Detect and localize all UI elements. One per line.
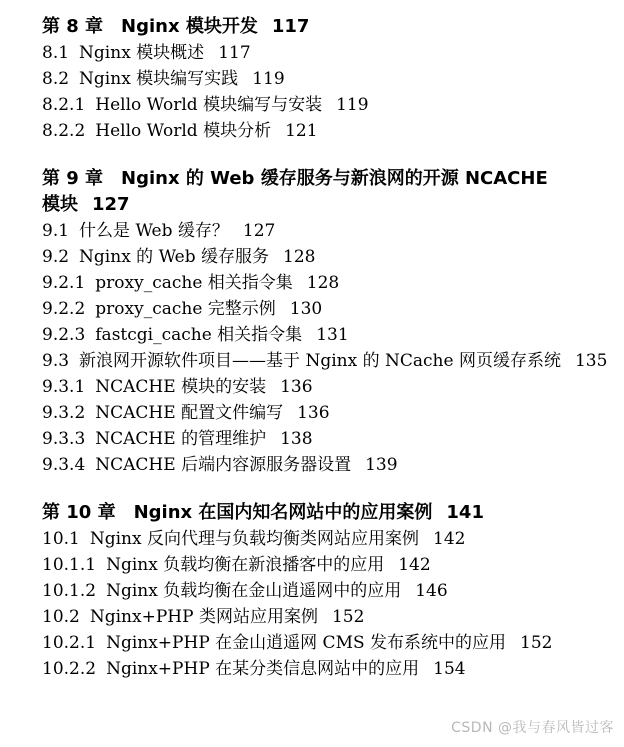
section-number: 9.3 [42, 351, 70, 371]
csdn-watermark: CSDN @我与春风皆过客 [451, 720, 614, 736]
toc-entry [42, 296, 612, 322]
toc-entry [42, 40, 612, 66]
section-number: 9.3.2 [42, 403, 86, 423]
chapter-page-number: 117 [271, 16, 310, 37]
section-title: NCACHE 配置文件编写 [95, 403, 284, 423]
page-number: 128 [283, 247, 316, 267]
section-title: Nginx+PHP 在某分类信息网站中的应用 [106, 659, 420, 679]
section-title: NCACHE 的管理维护 [95, 429, 267, 449]
section-title: fastcgi_cache 相关指令集 [95, 325, 303, 345]
section-title: Nginx 负载均衡在新浪播客中的应用 [106, 555, 385, 575]
section-number: 9.3.1 [42, 377, 86, 397]
page-number: 119 [252, 69, 285, 89]
toc-entry [42, 604, 612, 630]
toc-entry [42, 348, 612, 374]
section-title: Nginx 负载均衡在金山逍遥网中的应用 [106, 581, 402, 601]
section-title: 新浪网开源软件项目——基于 Nginx 的 NCache 网页缓存系统 [79, 351, 561, 371]
section-number: 9.3.4 [42, 455, 86, 475]
section-number: 9.2.3 [42, 325, 86, 345]
chapter-title: 第 8 章 Nginx 模块开发 [42, 16, 258, 37]
toc-entry [42, 244, 612, 270]
section-number: 8.2 [42, 69, 70, 89]
section-title: NCACHE 模块的安装 [95, 377, 267, 397]
page-number: 119 [336, 95, 369, 115]
page-number: 136 [297, 403, 330, 423]
toc-entry [42, 322, 612, 348]
section-number: 9.3.3 [42, 429, 86, 449]
section-number: 9.2.2 [42, 299, 86, 319]
section-number: 10.1.2 [42, 581, 97, 601]
toc-entry [42, 656, 612, 682]
section-title: Nginx 模块编写实践 [79, 69, 239, 89]
section-number: 10.2.2 [42, 659, 97, 679]
section-title: Nginx+PHP 类网站应用案例 [89, 607, 318, 627]
toc-entry [42, 118, 612, 144]
page-number: 130 [289, 299, 323, 319]
toc-entry [42, 552, 612, 578]
chapter-heading [42, 14, 612, 40]
chapter-page-number: 141 [446, 502, 484, 523]
section-number: 8.2.1 [42, 95, 86, 115]
section-number: 10.2.1 [42, 633, 97, 653]
toc-entry [42, 92, 612, 118]
page-number: 117 [218, 43, 251, 63]
page-number: 142 [398, 555, 431, 575]
toc-entry [42, 218, 612, 244]
section-number: 8.2.2 [42, 121, 86, 141]
toc-entry [42, 526, 612, 552]
page-number: 139 [365, 455, 398, 475]
section-title: Hello World 模块分析 [95, 121, 272, 141]
page-number: 121 [285, 121, 318, 141]
chapter-heading [42, 500, 612, 526]
section-number: 9.2 [42, 247, 70, 267]
section-number: 10.1 [42, 529, 80, 549]
section-title: Nginx+PHP 在金山逍遥网 CMS 发布系统中的应用 [106, 633, 507, 653]
section-title: Nginx 的 Web 缓存服务 [79, 247, 270, 267]
section-number: 10.2 [42, 607, 80, 627]
section-number: 10.1.1 [42, 555, 97, 575]
page-number: 127 [242, 221, 276, 241]
page-number: 146 [415, 581, 448, 601]
page-number: 135 [574, 351, 608, 371]
chapter-title: 第 9 章 Nginx 的 Web 缓存服务与新浪网的开源 NCACHE 模块 [42, 168, 548, 215]
toc-entry [42, 426, 612, 452]
page-number: 131 [316, 325, 349, 345]
section-title: Nginx 反向代理与负载均衡类网站应用案例 [89, 529, 419, 549]
section-title: NCACHE 后端内容源服务器设置 [95, 455, 352, 475]
page-number: 128 [306, 273, 340, 293]
table-of-contents [42, 14, 612, 682]
section-title: Hello World 模块编写与安装 [95, 95, 323, 115]
section-title: proxy_cache 完整示例 [95, 299, 276, 319]
chapter-title: 第 10 章 Nginx 在国内知名网站中的应用案例 [42, 502, 433, 523]
section-title: Nginx 模块概述 [79, 43, 205, 63]
toc-entry [42, 452, 612, 478]
toc-entry [42, 66, 612, 92]
page-number: 154 [433, 659, 466, 679]
page-number: 142 [433, 529, 466, 549]
section-title: 什么是 Web 缓存？ [79, 221, 229, 241]
section-number: 8.1 [42, 43, 70, 63]
chapter-page-number: 127 [92, 194, 130, 215]
toc-entry [42, 400, 612, 426]
section-title: proxy_cache 相关指令集 [95, 273, 293, 293]
chapter-heading [42, 166, 562, 218]
toc-entry [42, 630, 612, 656]
toc-entry [42, 270, 612, 296]
toc-entry [42, 578, 612, 604]
page-number: 152 [331, 607, 365, 627]
section-number: 9.2.1 [42, 273, 86, 293]
page-number: 138 [280, 429, 313, 449]
section-number: 9.1 [42, 221, 70, 241]
page-number: 136 [280, 377, 313, 397]
toc-entry [42, 374, 612, 400]
page-number: 152 [520, 633, 553, 653]
